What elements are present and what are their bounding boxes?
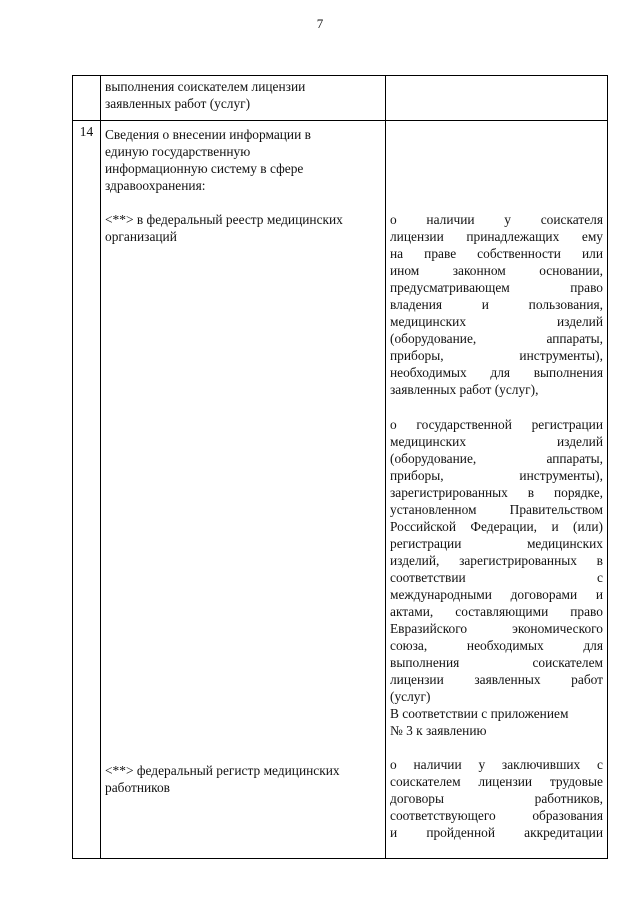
text-line: о наличии у заключивших с: [390, 757, 603, 772]
text-line: соискателем лицензии трудовые: [390, 774, 603, 789]
text-line: ином законном основании,: [390, 263, 603, 278]
row-value-cell: [386, 121, 608, 859]
text-line: заявленных работ (услуг): [105, 96, 251, 111]
text-line: выполнения соискателем лицензии: [105, 79, 306, 94]
text-line: соответствующего образования: [390, 808, 603, 823]
text-line: Евразийского экономического: [390, 621, 603, 636]
text-line: <**> в федеральный реестр медицинских: [105, 212, 343, 227]
row-description-cell: [101, 76, 386, 121]
text-line: заявленных работ (услуг),: [390, 382, 539, 397]
text-line: международными договорами и: [390, 587, 603, 602]
registr-para-workers: [390, 756, 603, 841]
text-line: лицензии принадлежащих ему: [390, 229, 603, 244]
reestr-para-ownership: [390, 211, 603, 398]
text-line: лицензии заявленных работ: [390, 672, 603, 687]
text-line: выполнения соискателем: [390, 655, 603, 670]
text-line: Российской Федерации, и (или): [390, 519, 603, 534]
text-line: информационную систему в сфере: [105, 161, 304, 176]
row-value-cell: [386, 76, 608, 121]
text-line: (оборудование, аппараты,: [390, 451, 603, 466]
text-line: приборы, инструменты),: [390, 468, 603, 483]
text-line: актами, составляющими право: [390, 604, 603, 619]
text-line: договоры работников,: [390, 791, 603, 806]
text-line: на праве собственности или: [390, 246, 603, 261]
row-number-cell: [73, 76, 101, 121]
text-line: о наличии у соискателя: [390, 212, 603, 227]
text-line: <**> федеральный регистр медицинских: [105, 763, 340, 778]
text-line: (оборудование, аппараты,: [390, 331, 603, 346]
row-description-cell: [101, 121, 386, 859]
text-line: необходимых для выполнения: [390, 365, 603, 380]
text-line: регистрации медицинских: [390, 536, 603, 551]
text-line: № 3 к заявлению: [390, 723, 487, 738]
registr-label: [105, 762, 381, 796]
text-line: работников: [105, 780, 170, 795]
license-info-table: [72, 75, 608, 859]
page-number: 7: [316, 16, 324, 31]
reestr-para-registration: [390, 416, 603, 739]
row-number-cell: 14: [73, 121, 101, 859]
text-line: установленном Правительством: [390, 502, 603, 517]
text-line: предусматривающем право: [390, 280, 603, 295]
text-line: владения и пользования,: [390, 297, 603, 312]
text-line: и пройденной аккредитации: [390, 825, 603, 840]
table-row: [73, 121, 608, 859]
text-line: (услуг): [390, 689, 431, 704]
text-line: медицинских изделий: [390, 434, 603, 449]
table-row: [73, 76, 608, 121]
text-line: приборы, инструменты),: [390, 348, 603, 363]
text-line: В соответствии с приложением: [390, 706, 569, 721]
text-line: организаций: [105, 229, 177, 244]
text-line: единую государственную: [105, 144, 251, 159]
text-line: союза, необходимых для: [390, 638, 603, 653]
text-line: о государственной регистрации: [390, 417, 603, 432]
text-line: Сведения о внесении информации в: [105, 127, 311, 142]
text-line: зарегистрированных в порядке,: [390, 485, 603, 500]
text-line: здравоохранения:: [105, 178, 206, 193]
text-line: медицинских изделий: [390, 314, 603, 329]
text-line: соответствии с: [390, 570, 603, 585]
reestr-label: [105, 211, 381, 762]
text-line: изделий, зарегистрированных в: [390, 553, 603, 568]
